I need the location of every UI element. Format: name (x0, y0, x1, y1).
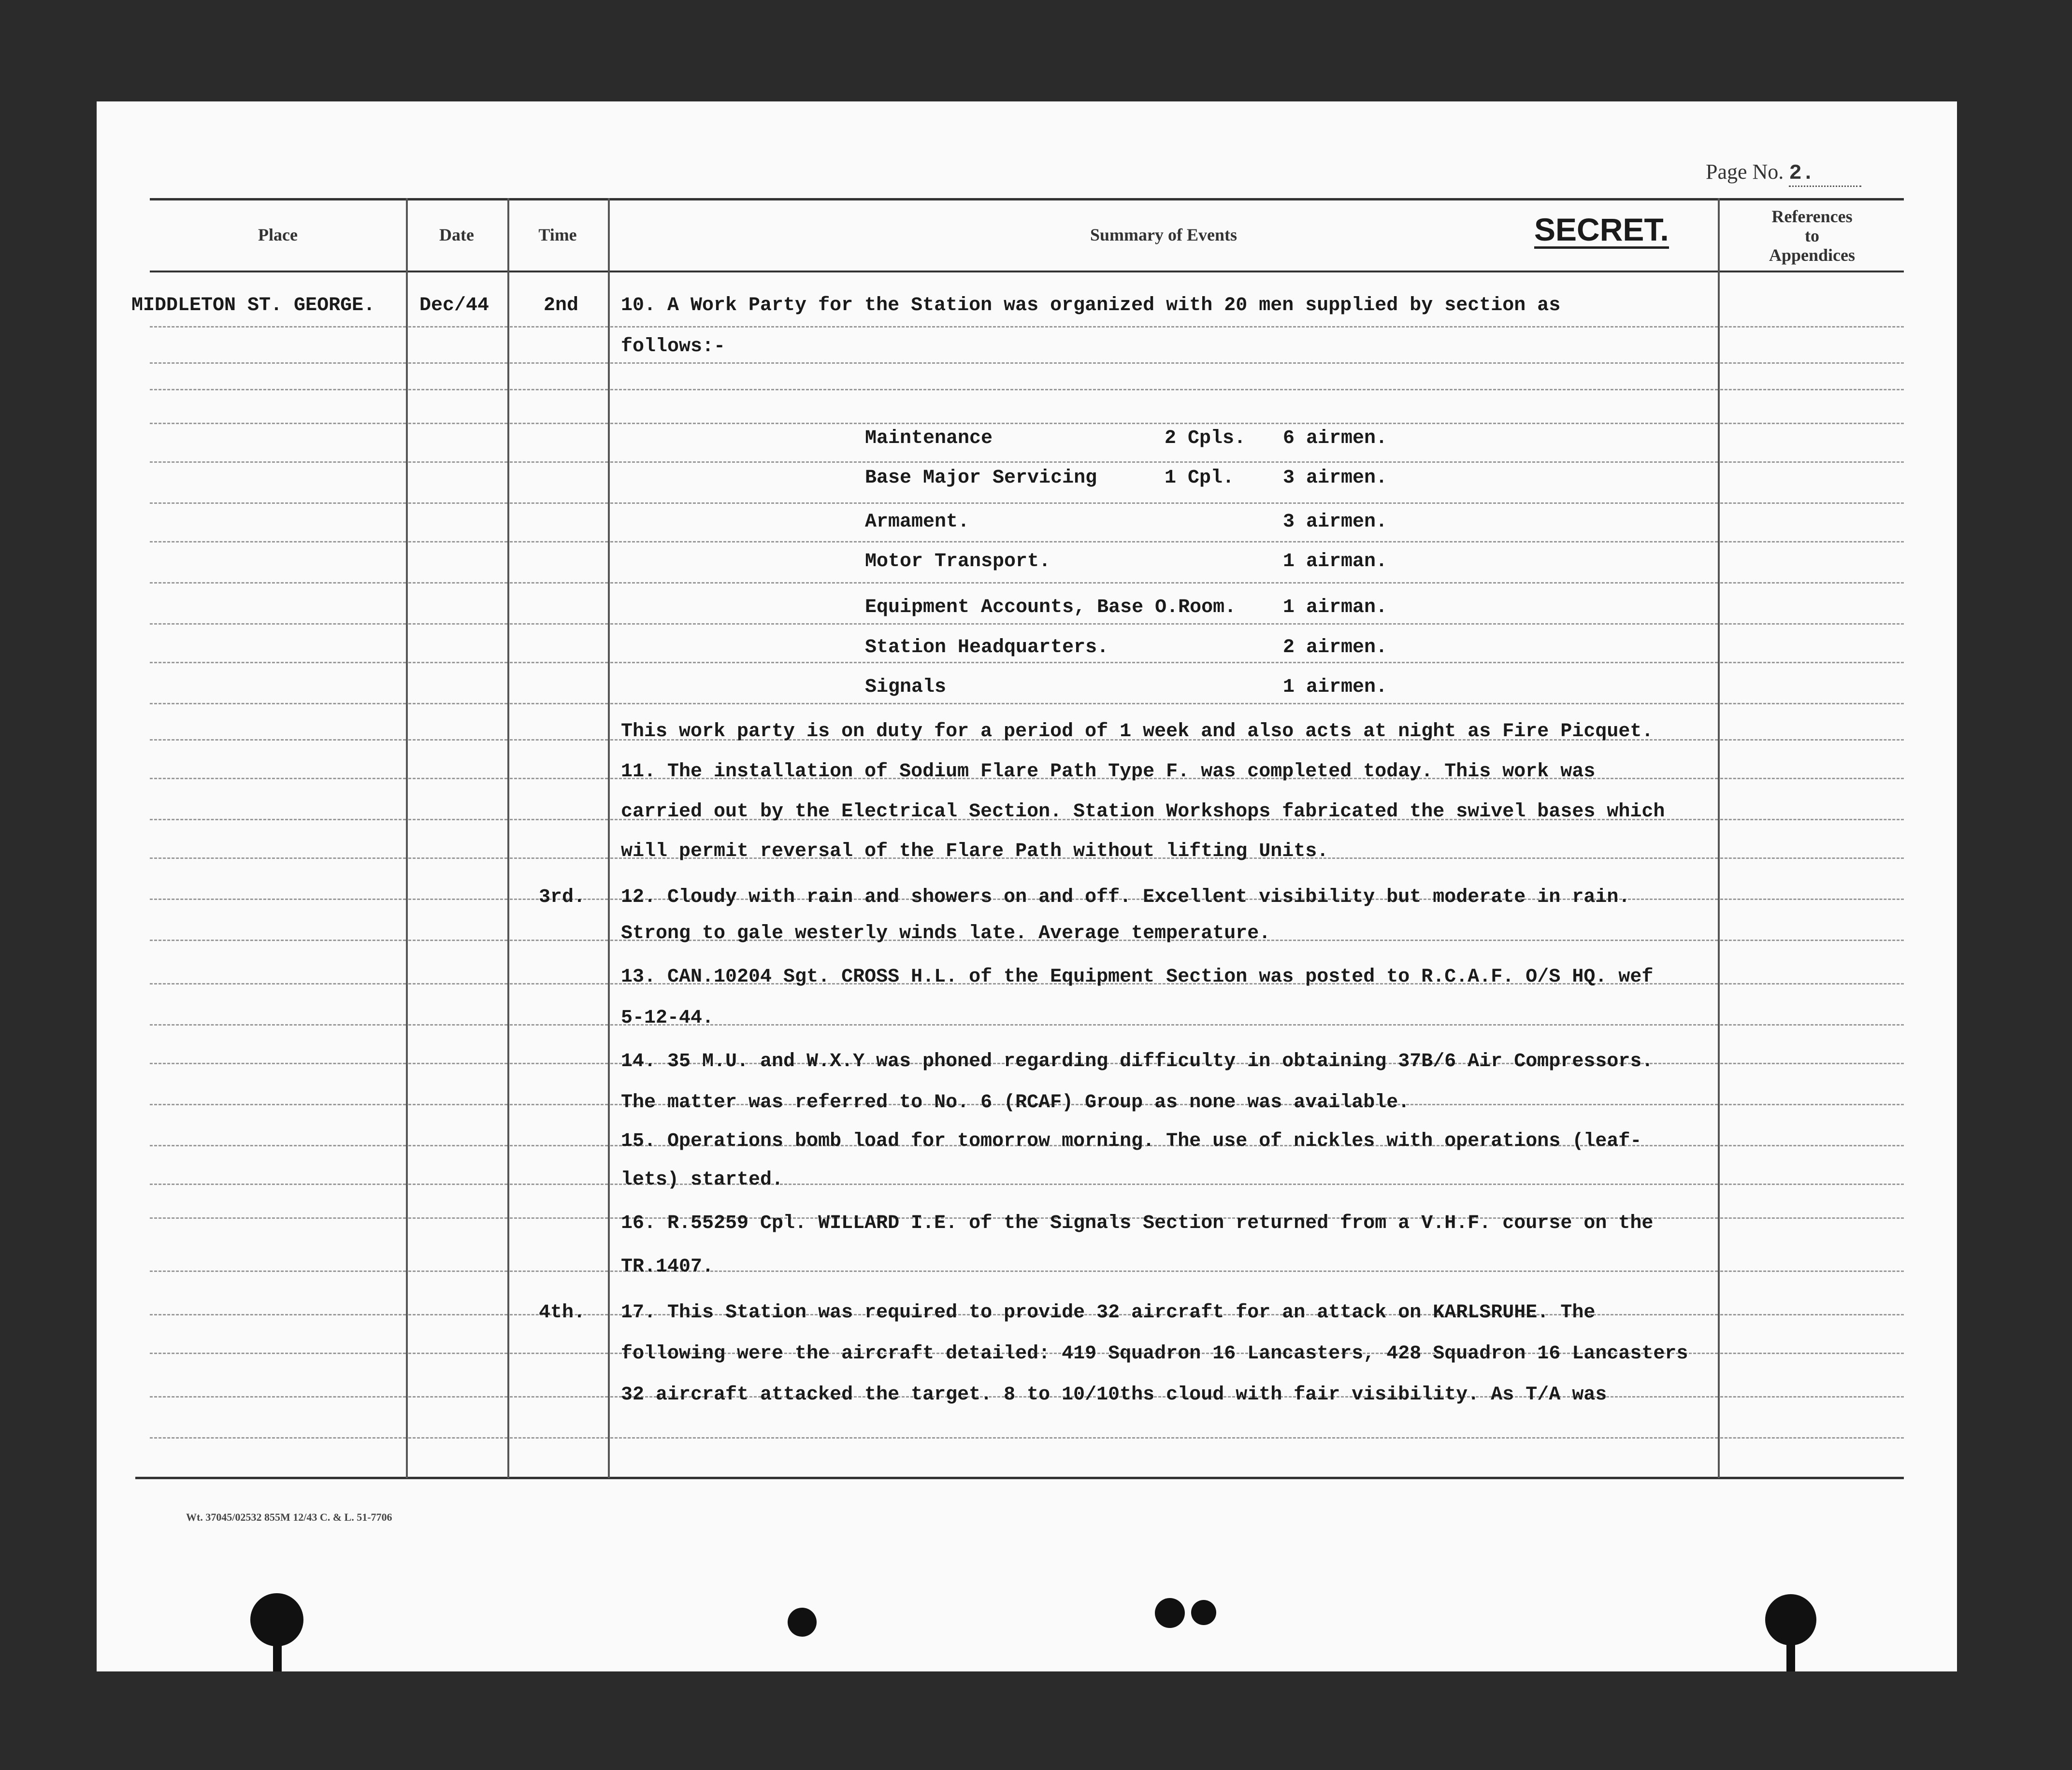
ruled-line (510, 362, 608, 364)
ruled-line (610, 662, 1718, 663)
ruled-line (1720, 983, 1904, 985)
work-party-section: Station Headquarters. (865, 637, 1109, 658)
ruled-line (1720, 899, 1904, 900)
work-party-section: Equipment Accounts, Base O.Room. (865, 597, 1237, 618)
ruled-line (150, 502, 406, 504)
ruled-line (1720, 326, 1904, 328)
ruled-line (1720, 362, 1904, 364)
summary-line: following were the aircraft detailed: 419 Squadron 16 Lancasters, 428 Squadron 16 Lancasters (621, 1343, 1688, 1365)
ruled-line (408, 1270, 507, 1272)
table-top-rule (150, 198, 1904, 200)
ruled-line (1720, 1024, 1904, 1026)
ruled-line (408, 857, 507, 859)
header-summary: Summary of Events (1090, 225, 1237, 244)
summary-line: 16. R.55259 Cpl. WILLARD I.E. of the Signals Section returned from a V.H.F. course on the (621, 1213, 1654, 1234)
work-party-airmen: 2 airmen. (1283, 637, 1388, 658)
ruled-line (510, 502, 608, 504)
ruled-line (1720, 819, 1904, 820)
time-entry: 3rd. (539, 886, 586, 908)
summary-line: 17. This Station was required to provide 32 aircraft for an attack on KARLSRUHE. The (621, 1302, 1596, 1324)
ruled-line (150, 1184, 406, 1185)
refs-line: Appendices (1769, 245, 1856, 265)
time-entry: 4th. (539, 1302, 586, 1324)
punch-hole-slot (273, 1628, 282, 1671)
ruled-line (150, 778, 406, 779)
ruled-line (1720, 1104, 1904, 1105)
entry-place: MIDDLETON ST. GEORGE. (131, 295, 375, 316)
ruled-line (510, 423, 608, 424)
ruled-line (150, 1314, 406, 1315)
ruled-line (510, 1270, 608, 1272)
work-party-section: Maintenance (865, 428, 993, 449)
summary-line: 11. The installation of Sodium Flare Path Type F. was completed today. This work was (621, 761, 1596, 783)
ruled-line (610, 623, 1718, 625)
ruled-line (408, 778, 507, 779)
ruled-line (408, 389, 507, 390)
summary-line: The matter was referred to No. 6 (RCAF) Group as none was available. (621, 1092, 1410, 1113)
ruled-line (1720, 857, 1904, 859)
ruled-line (408, 423, 507, 424)
ruled-line (150, 362, 406, 364)
ruled-line (150, 1396, 406, 1398)
summary-line: will permit reversal of the Flare Path without lifting Units. (621, 841, 1329, 862)
ruled-line (1720, 1217, 1904, 1219)
work-party-airmen: 3 airmen. (1283, 467, 1388, 489)
summary-line: This work party is on duty for a period of 1 week and also acts at night as Fire Picquet. (621, 721, 1654, 742)
ruled-line (1720, 1437, 1904, 1439)
work-party-airmen: 1 airman. (1283, 551, 1388, 572)
ruled-line (408, 1396, 507, 1398)
secret-stamp: SECRET. (1534, 213, 1669, 249)
ruled-line (510, 1396, 608, 1398)
punch-hole (1191, 1600, 1216, 1625)
punch-hole (788, 1608, 817, 1637)
work-party-airmen: 6 airmen. (1283, 428, 1388, 449)
ruled-line (610, 703, 1718, 704)
work-party-cpls: 2 Cpls. (1165, 428, 1246, 449)
ruled-line (510, 1184, 608, 1185)
summary-line: 32 aircraft attacked the target. 8 to 10/10ths cloud with fair visibility. As T/A was (621, 1384, 1607, 1406)
work-party-airmen: 1 airmen. (1283, 676, 1388, 698)
table-bottom-rule (135, 1477, 1904, 1479)
form-print-code: Wt. 37045/02532 855M 12/43 C. & L. 51-7706 (186, 1511, 392, 1523)
summary-line: carried out by the Electrical Section. Station Workshops fabricated the swivel bases which (621, 801, 1665, 823)
ruled-line (150, 326, 406, 328)
ruled-line (1720, 1353, 1904, 1354)
ruled-line (1720, 778, 1904, 779)
work-party-section: Base Major Servicing (865, 467, 1097, 489)
ruled-line (1720, 1184, 1904, 1185)
summary-line: lets) started. (621, 1169, 784, 1191)
ruled-line (510, 1024, 608, 1026)
page-number-label (1706, 159, 1861, 187)
ruled-line (150, 1063, 406, 1064)
ruled-line (408, 1314, 507, 1315)
ruled-line (150, 1270, 406, 1272)
header-date: Date (439, 225, 474, 244)
work-party-cpls: 1 Cpl. (1165, 467, 1235, 489)
summary-line: follows:- (621, 336, 726, 357)
ruled-line (150, 703, 406, 704)
ruled-line (1720, 1145, 1904, 1146)
summary-line: 14. 35 M.U. and W.X.Y was phoned regarding difficulty in obtaining 37B/6 Air Compressors. (621, 1051, 1654, 1072)
summary-line: 10. A Work Party for the Station was organized with 20 men supplied by section as (621, 295, 1561, 316)
ruled-line (510, 1104, 608, 1105)
work-party-section: Signals (865, 676, 947, 698)
ruled-line (610, 582, 1718, 584)
ruled-line (510, 582, 608, 584)
ruled-line (510, 1063, 608, 1064)
ruled-line (408, 461, 507, 463)
ruled-line (150, 1217, 406, 1219)
ruled-line (610, 389, 1718, 390)
ruled-line (610, 541, 1718, 542)
ruled-line (150, 1145, 406, 1146)
ruled-line (150, 940, 406, 941)
summary-line: 13. CAN.10204 Sgt. CROSS H.L. of the Equipment Section was posted to R.C.A.F. O/S HQ. wef (621, 966, 1654, 988)
ruled-line (408, 703, 507, 704)
punch-hole-slot (1786, 1628, 1795, 1671)
ruled-line (408, 1145, 507, 1146)
ruled-line (1720, 461, 1904, 463)
ruled-line (408, 1217, 507, 1219)
ruled-line (408, 326, 507, 328)
ruled-line (1720, 502, 1904, 504)
ruled-line (510, 940, 608, 941)
ruled-line (150, 1024, 406, 1026)
page-number: 2. (1789, 161, 1861, 187)
ruled-line (510, 541, 608, 542)
ruled-line (610, 1270, 1718, 1272)
summary-line: 12. Cloudy with rain and showers on and off. Excellent visibility but moderate in rain. (621, 886, 1630, 908)
ruled-line (150, 819, 406, 820)
ruled-line (510, 857, 608, 859)
header-time: Time (538, 225, 577, 244)
column-divider (1718, 198, 1720, 1478)
ruled-line (510, 739, 608, 741)
ruled-line (408, 1437, 507, 1439)
column-divider (507, 198, 509, 1478)
ruled-line (1720, 1063, 1904, 1064)
ruled-line (510, 1353, 608, 1354)
ruled-line (408, 1353, 507, 1354)
ruled-line (1720, 739, 1904, 741)
ruled-line (408, 662, 507, 663)
ruled-line (510, 1217, 608, 1219)
header-references (1720, 207, 1904, 265)
header-bottom-rule (150, 271, 1904, 272)
ruled-line (150, 541, 406, 542)
ruled-line (150, 1437, 406, 1439)
document-sheet (97, 101, 1957, 1671)
ruled-line (1720, 623, 1904, 625)
ruled-line (1720, 940, 1904, 941)
ruled-line (150, 1353, 406, 1354)
ruled-line (1720, 1270, 1904, 1272)
ruled-line (408, 739, 507, 741)
ruled-line (408, 899, 507, 900)
ruled-line (150, 1104, 406, 1105)
ruled-line (150, 857, 406, 859)
ruled-line (510, 778, 608, 779)
ruled-line (150, 739, 406, 741)
ruled-line (408, 1024, 507, 1026)
ruled-line (510, 662, 608, 663)
ruled-line (408, 623, 507, 625)
ruled-line (1720, 1396, 1904, 1398)
column-divider (406, 198, 408, 1478)
column-divider (608, 198, 610, 1478)
ruled-line (610, 326, 1718, 328)
work-party-section: Armament. (865, 511, 970, 533)
ruled-line (510, 461, 608, 463)
ruled-line (510, 703, 608, 704)
ruled-line (150, 662, 406, 663)
ruled-line (408, 502, 507, 504)
ruled-line (510, 1437, 608, 1439)
ruled-line (1720, 541, 1904, 542)
ruled-line (610, 1024, 1718, 1026)
ruled-line (150, 423, 406, 424)
work-party-section: Motor Transport. (865, 551, 1051, 572)
ruled-line (510, 983, 608, 985)
punch-hole (1155, 1598, 1185, 1628)
ruled-line (408, 1104, 507, 1105)
summary-line: Strong to gale westerly winds late. Average temperature. (621, 923, 1271, 944)
ruled-line (150, 582, 406, 584)
ruled-line (610, 362, 1718, 364)
ruled-line (408, 819, 507, 820)
ruled-line (510, 326, 608, 328)
ruled-line (1720, 389, 1904, 390)
ruled-line (1720, 662, 1904, 663)
ruled-line (610, 502, 1718, 504)
ruled-line (150, 461, 406, 463)
ruled-line (510, 819, 608, 820)
ruled-line (408, 983, 507, 985)
ruled-line (408, 1184, 507, 1185)
summary-line: TR.1407. (621, 1256, 714, 1278)
ruled-line (150, 389, 406, 390)
ruled-line (610, 423, 1718, 424)
summary-line: 15. Operations bomb load for tomorrow morning. The use of nickles with operations (leaf- (621, 1130, 1642, 1152)
ruled-line (408, 362, 507, 364)
ruled-line (150, 623, 406, 625)
time-entry: 2nd (544, 295, 579, 316)
ruled-line (1720, 1314, 1904, 1315)
ruled-line (510, 1145, 608, 1146)
ruled-line (150, 899, 406, 900)
ruled-line (408, 582, 507, 584)
page-label: Page No. (1706, 160, 1784, 184)
summary-line: 5-12-44. (621, 1007, 714, 1029)
ruled-line (1720, 423, 1904, 424)
refs-line: to (1805, 226, 1819, 245)
ruled-line (408, 541, 507, 542)
ruled-line (150, 983, 406, 985)
ruled-line (610, 1437, 1718, 1439)
entry-date: Dec/44 (419, 295, 489, 316)
work-party-airmen: 1 airman. (1283, 597, 1388, 618)
header-place: Place (258, 225, 298, 244)
ruled-line (1720, 582, 1904, 584)
refs-line: References (1771, 207, 1853, 226)
ruled-line (510, 389, 608, 390)
ruled-line (408, 1063, 507, 1064)
ruled-line (510, 623, 608, 625)
ruled-line (408, 940, 507, 941)
work-party-airmen: 3 airmen. (1283, 511, 1388, 533)
ruled-line (610, 461, 1718, 463)
ruled-line (1720, 703, 1904, 704)
